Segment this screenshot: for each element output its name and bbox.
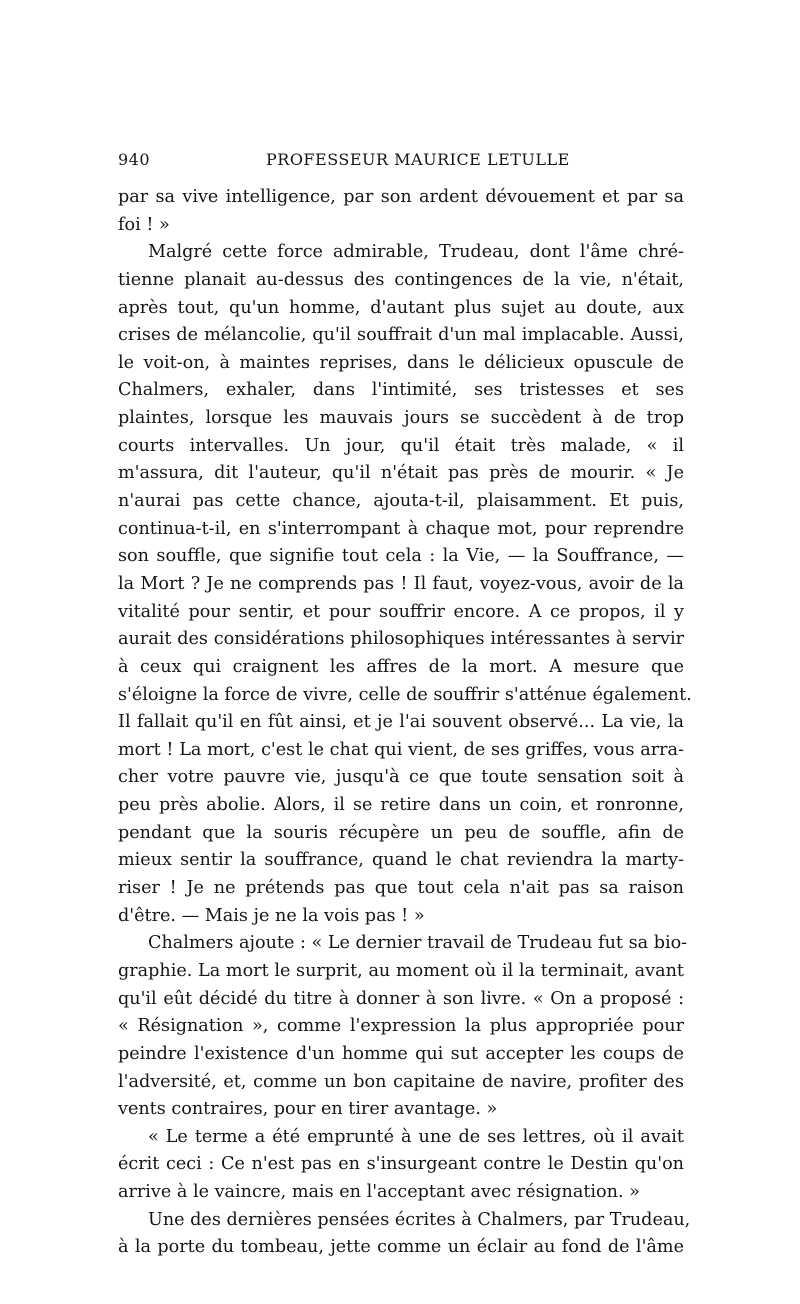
text-line: mort ! La mort, c'est le chat qui vient, de ses griffes, vous arra-: [118, 739, 684, 760]
text-line: courts intervalles. Un jour, qu'il était très malade, « il: [118, 435, 684, 456]
running-header: [118, 150, 684, 172]
text-line: arrive à le vaincre, mais en l'acceptant avec résignation. »: [118, 1182, 640, 1203]
text-line: son souffle, que signifie tout cela : la Vie, — la Souffrance, —: [118, 546, 684, 567]
text-line: plaintes, lorsque les mauvais jours se succèdent à de trop: [118, 408, 684, 429]
text-line: « Résignation », comme l'expression la plus appropriée pour: [118, 1016, 684, 1037]
paragraph-start-line: Malgré cette force admirable, Trudeau, dont l'âme chré-: [148, 242, 684, 263]
text-line: la Mort ? Je ne comprends pas ! Il faut, voyez-vous, avoir de la: [118, 573, 684, 594]
text-line: d'être. — Mais je ne la vois pas ! »: [118, 905, 425, 926]
text-line: s'éloigne la force de vivre, celle de souffrir s'atténue également.: [118, 684, 692, 705]
text-line: crises de mélancolie, qu'il souffrait d'un mal implacable. Aussi,: [118, 325, 684, 346]
text-line: à ceux qui craignent les affres de la mort. A mesure que: [118, 656, 684, 677]
text-line: continua-t-il, en s'interrompant à chaque mot, pour reprendre: [118, 518, 684, 539]
text-line: foi ! »: [118, 214, 170, 235]
text-line: mieux sentir la souffrance, quand le chat reviendra la marty-: [118, 850, 684, 871]
text-line: peindre l'existence d'un homme qui sut accepter les coups de: [118, 1043, 684, 1064]
text-line: par sa vive intelligence, par son ardent dévouement et par sa: [118, 187, 684, 207]
body-text: [118, 184, 692, 1262]
text-line: tienne planait au-dessus des contingences de la vie, n'était,: [118, 269, 684, 290]
text-line: écrit ceci : Ce n'est pas en s'insurgeant contre le Destin qu'on: [118, 1154, 684, 1175]
text-line: aurait des considérations philosophiques intéressantes à servir: [118, 629, 684, 650]
text-line: pendant que la souris récupère un peu de souffle, afin de: [118, 822, 684, 843]
text-line: vents contraires, pour en tirer avantage. »: [118, 1099, 498, 1120]
text-line: n'aurai pas cette chance, ajouta-t-il, plaisamment. Et puis,: [118, 491, 684, 512]
paragraph-start-line: « Le terme a été emprunté à une de ses lettres, où il avait: [148, 1126, 684, 1147]
paragraph-start-line: Une des dernières pensées écrites à Chalmers, par Trudeau,: [148, 1209, 691, 1230]
text-line: après tout, qu'un homme, d'autant plus sujet au doute, aux: [118, 297, 684, 318]
text-line: peu près abolie. Alors, il se retire dans un coin, et ronronne,: [118, 795, 684, 816]
page-number: 940: [118, 150, 151, 169]
text-line: Chalmers, exhaler, dans l'intimité, ses tristesses et ses: [118, 380, 684, 401]
paragraph-start-line: Chalmers ajoute : « Le dernier travail de Trudeau fut sa bio-: [148, 933, 688, 954]
text-line: graphie. La mort le surprit, au moment où il la terminait, avant: [118, 960, 684, 981]
text-line: riser ! Je ne prétends pas que tout cela n'ait pas sa raison: [118, 878, 684, 899]
text-line: à la porte du tombeau, jette comme un éclair au fond de l'âme: [118, 1237, 684, 1258]
text-line: cher votre pauvre vie, jusqu'à ce que toute sensation soit à: [118, 767, 684, 788]
text-line: Il fallait qu'il en fût ainsi, et je l'ai souvent observé... La vie, la: [118, 712, 684, 733]
text-line: vitalité pour sentir, et pour souffrir encore. A ce propos, il y: [118, 601, 684, 622]
running-title: PROFESSEUR MAURICE LETULLE: [266, 150, 570, 169]
text-line: m'assura, dit l'auteur, qu'il n'était pas près de mourir. « Je: [118, 463, 684, 484]
text-line: le voit-on, à maintes reprises, dans le délicieux opuscule de: [118, 352, 684, 373]
text-line: qu'il eût décidé du titre à donner à son livre. « On a proposé :: [118, 988, 684, 1009]
text-line: l'adversité, et, comme un bon capitaine de navire, profiter des: [118, 1071, 684, 1092]
